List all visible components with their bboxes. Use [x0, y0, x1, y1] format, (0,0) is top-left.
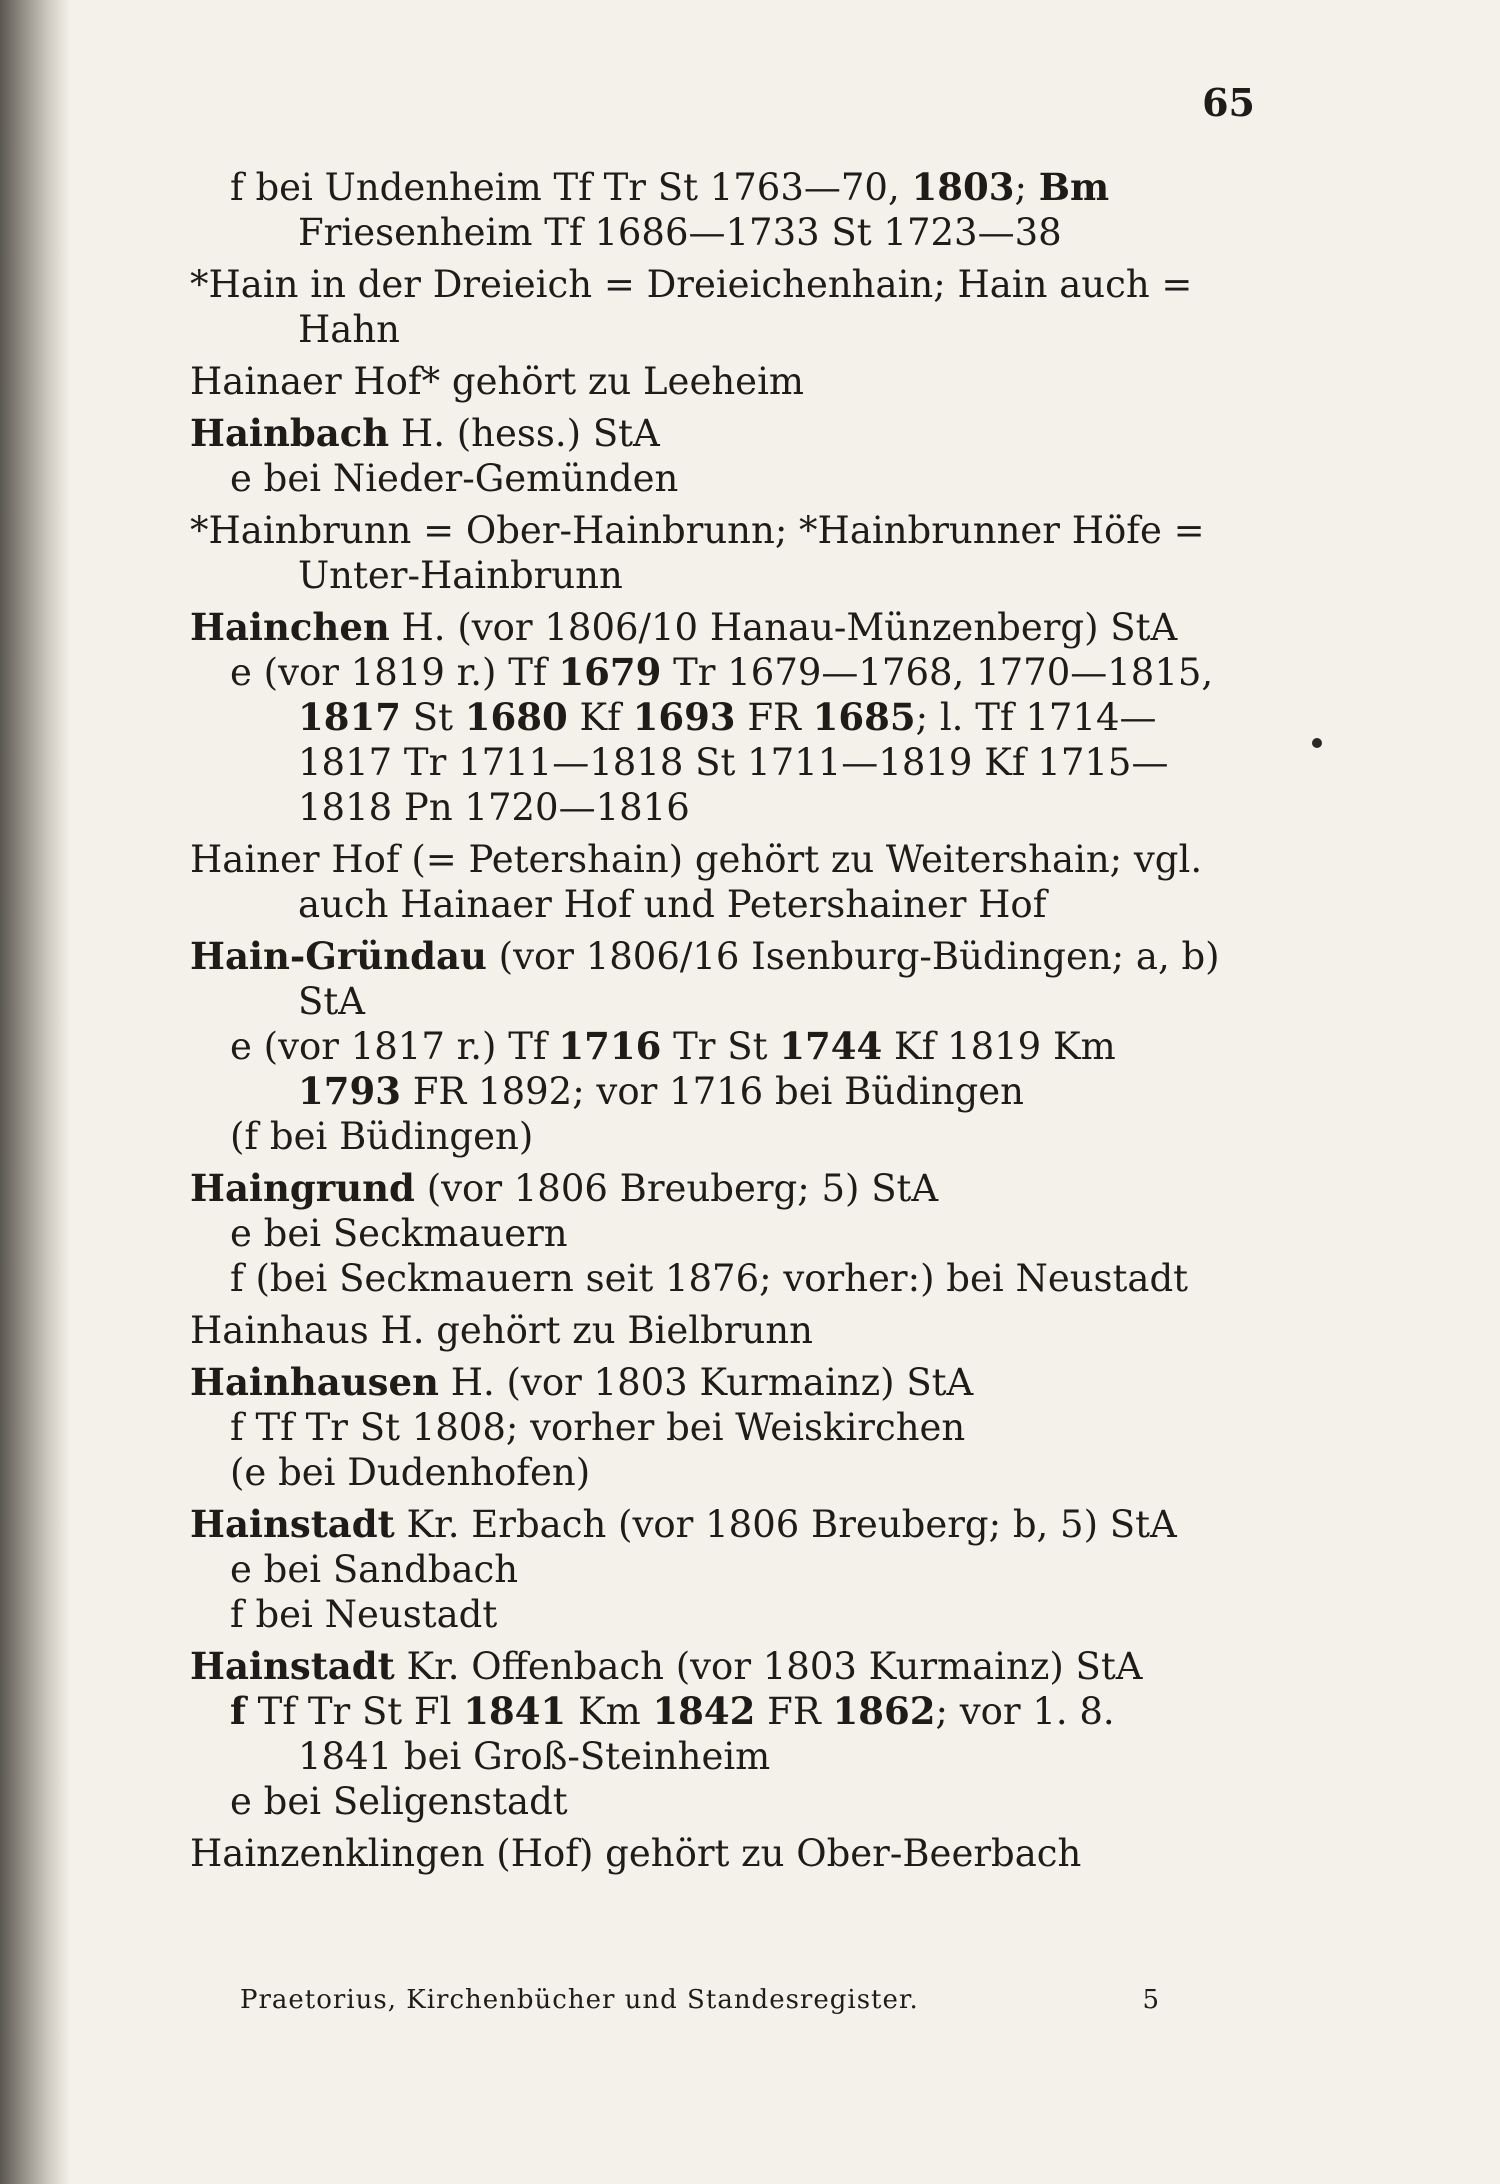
entry-hainzenklingen [190, 1831, 1260, 1876]
book-spine-shadow [0, 0, 70, 2184]
entry-hainer-hof [190, 837, 1260, 927]
entry-hain-gruendau [190, 934, 1260, 1159]
entry-line: f (bei Seckmauern seit 1876; vorher:) bei Neustadt [230, 1257, 1189, 1300]
entry-line: Hainstadt Kr. Erbach (vor 1806 Breuberg; b, 5) StA [190, 1502, 1177, 1546]
entry-line: f bei Neustadt [230, 1593, 498, 1636]
entry-line: Hainbach H. (hess.) StA [190, 411, 660, 455]
page-footer [240, 1985, 1160, 2015]
register-entries [190, 165, 1260, 1883]
entry-hainstadt-erbach [190, 1502, 1260, 1637]
entry-line: f Tf Tr St 1808; vorher bei Weiskirchen [230, 1406, 966, 1449]
entry-line: (e bei Dudenhofen) [230, 1451, 591, 1494]
entry-line: auch Hainaer Hof und Petershainer Hof [298, 883, 1047, 926]
entry-line: 1841 bei Groß-Steinheim [298, 1735, 771, 1778]
entry-hainaer-hof [190, 359, 1260, 404]
entry-line: Hainhaus H. gehört zu Bielbrunn [190, 1309, 813, 1352]
entry-undenheim [190, 165, 1260, 255]
entry-line: e bei Seligenstadt [230, 1780, 568, 1823]
entry-hainbrunn [190, 508, 1260, 598]
entry-line: Friesenheim Tf 1686—1733 St 1723—38 [298, 211, 1062, 254]
entry-hain-dreieich [190, 262, 1260, 352]
headword: Hain-Gründau [190, 934, 487, 978]
entry-line: f Tf Tr St Fl 1841 Km 1842 FR 1862; vor 1. 8. [230, 1689, 1115, 1733]
entry-line: e (vor 1819 r.) Tf 1679 Tr 1679—1768, 1770—1815, [230, 650, 1214, 694]
entry-line: Hainzenklingen (Hof) gehört zu Ober-Beerbach [190, 1832, 1082, 1875]
entry-line: 1817 St 1680 Kf 1693 FR 1685; l. Tf 1714— [298, 695, 1157, 739]
headword: Hainchen [190, 605, 390, 649]
margin-dot [1312, 738, 1322, 748]
entry-line: 1793 FR 1892; vor 1716 bei Büdingen [298, 1069, 1024, 1113]
entry-haingrund [190, 1166, 1260, 1301]
entry-hainchen [190, 605, 1260, 830]
entry-line: *Hainbrunn = Ober-Hainbrunn; *Hainbrunner Höfe = [190, 509, 1205, 552]
entry-line: e bei Nieder-Gemünden [230, 457, 679, 500]
entry-line: *Hain in der Dreieich = Dreieichenhain; Hain auch = [190, 263, 1193, 306]
headword: Hainstadt [190, 1644, 395, 1688]
entry-line: Haingrund (vor 1806 Breuberg; 5) StA [190, 1166, 939, 1210]
entry-line: Hain-Gründau (vor 1806/16 Isenburg-Büdingen; a, b) [190, 934, 1220, 978]
entry-line: Hahn [298, 308, 400, 351]
entry-line: Hainhausen H. (vor 1803 Kurmainz) StA [190, 1360, 974, 1404]
entry-line: 1817 Tr 1711—1818 St 1711—1819 Kf 1715— [298, 741, 1169, 784]
entry-line: e bei Sandbach [230, 1548, 519, 1591]
page-number: 65 [1202, 80, 1255, 125]
signature-mark: 5 [1142, 1985, 1160, 2015]
entry-line: Hainchen H. (vor 1806/10 Hanau-Münzenberg) StA [190, 605, 1178, 649]
entry-hainstadt-offenbach [190, 1644, 1260, 1824]
footer-title: Praetorius, Kirchenbücher und Standesregister. [240, 1985, 919, 2015]
entry-line: StA [298, 980, 365, 1023]
headword: Haingrund [190, 1166, 415, 1210]
entry-hainbach [190, 411, 1260, 501]
headword: Hainhausen [190, 1360, 439, 1404]
entry-line: Hainer Hof (= Petershain) gehört zu Weitershain; vgl. [190, 838, 1203, 881]
entry-line: 1818 Pn 1720—1816 [298, 786, 690, 829]
entry-hainhausen [190, 1360, 1260, 1495]
entry-hainhaus [190, 1308, 1260, 1353]
entry-line: Hainstadt Kr. Offenbach (vor 1803 Kurmainz) StA [190, 1644, 1143, 1688]
entry-line: f bei Undenheim Tf Tr St 1763—70, 1803; Bm [230, 165, 1110, 209]
headword: Hainstadt [190, 1502, 395, 1546]
entry-line: Unter-Hainbrunn [298, 554, 623, 597]
entry-line: e bei Seckmauern [230, 1212, 568, 1255]
entry-line: Hainaer Hof* gehört zu Leeheim [190, 360, 804, 403]
headword: Hainbach [190, 411, 390, 455]
entry-line: (f bei Büdingen) [230, 1115, 534, 1158]
entry-line: e (vor 1817 r.) Tf 1716 Tr St 1744 Kf 1819 Km [230, 1024, 1116, 1068]
